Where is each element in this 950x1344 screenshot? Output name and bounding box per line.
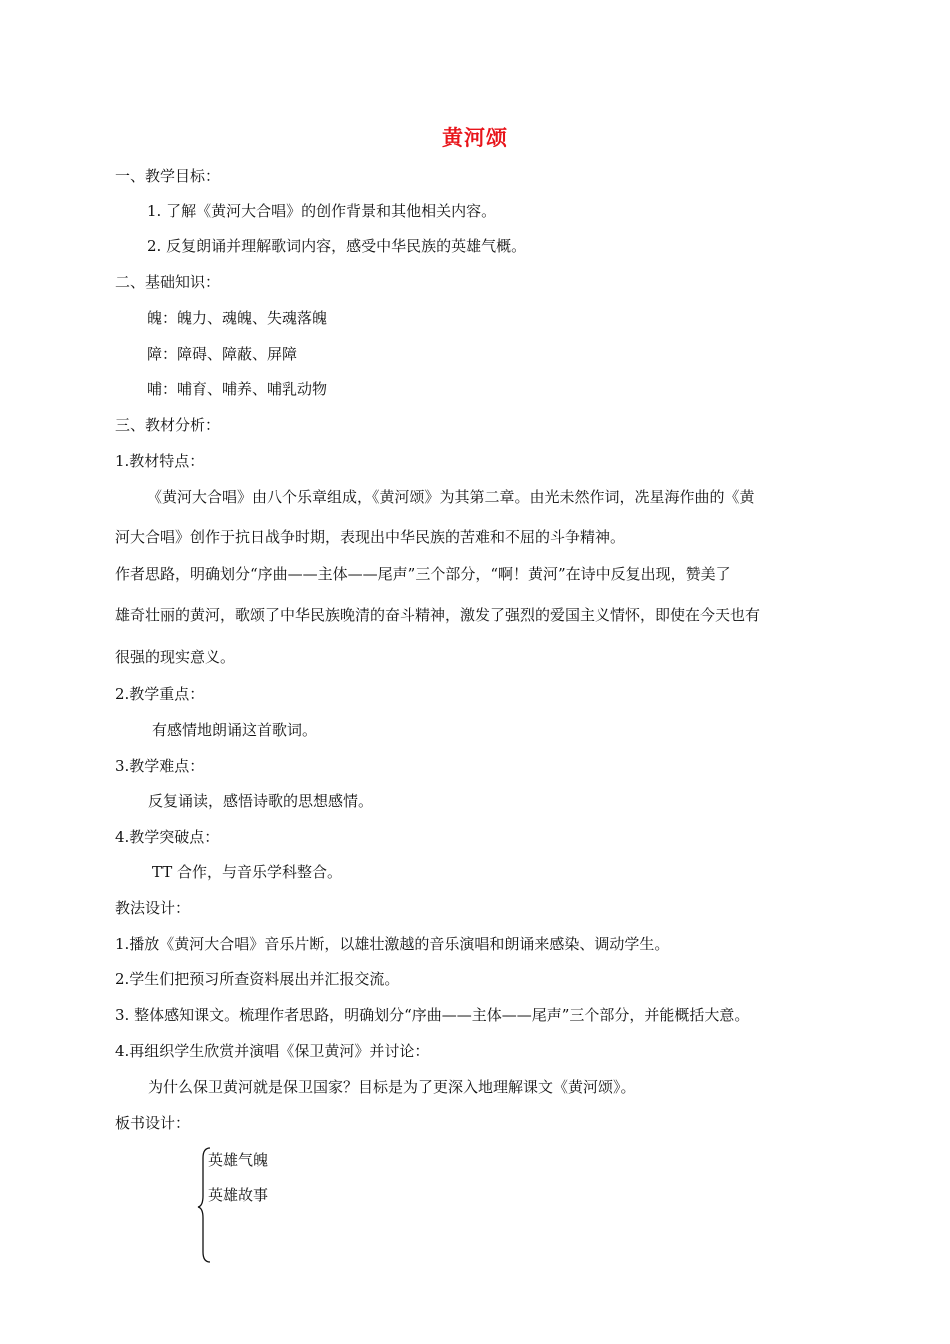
features-paragraph-1-line-2: 河大合唱》创作于抗日战争时期，表现出中华民族的苦难和不屈的斗争精神。	[115, 528, 626, 546]
section-heading-method: 教法设计：	[115, 899, 191, 917]
subheading-difficulty: 3.教学难点：	[115, 757, 205, 775]
subheading-breakthrough: 4.教学突破点：	[115, 828, 220, 846]
method-item-3: 3. 整体感知课文。梳理作者思路，明确划分“序曲——主体——尾声”三个部分，并能概括大意。	[115, 1006, 750, 1024]
section-heading-objectives: 一、教学目标：	[115, 167, 221, 185]
section-heading-basics: 二、基础知识：	[115, 273, 221, 291]
key-point-text: 有感情地朗诵这首歌词。	[152, 721, 318, 739]
method-item-2: 2.学生们把预习所查资料展出并汇报交流。	[115, 970, 400, 988]
section-heading-board: 板书设计：	[115, 1114, 191, 1132]
basic-item-2: 障：障碍、障蔽、屏障	[147, 345, 298, 363]
difficulty-text: 反复诵读，感悟诗歌的思想感情。	[148, 792, 374, 810]
features-paragraph-2-line-3: 很强的现实意义。	[115, 648, 236, 666]
method-item-4: 4.再组织学生欣赏并演唱《保卫黄河》并讨论：	[115, 1042, 430, 1060]
method-item-1: 1.播放《黄河大合唱》音乐片断，以雄壮激越的音乐演唱和朗诵来感染、调动学生。	[115, 935, 670, 953]
basic-item-3: 哺：哺育、哺养、哺乳动物	[147, 380, 328, 398]
section-heading-analysis: 三、教材分析：	[115, 416, 221, 434]
features-paragraph-1-line-1: 《黄河大合唱》由八个乐章组成，《黄河颂》为其第二章。由光未然作词，冼星海作曲的《黄	[147, 488, 755, 506]
features-paragraph-2-line-1: 作者思路，明确划分“序曲——主体——尾声”三个部分，“啊！黄河”在诗中反复出现，赞美了	[115, 565, 731, 583]
board-item-1: 英雄气魄	[208, 1151, 269, 1169]
subheading-key-point: 2.教学重点：	[115, 685, 205, 703]
board-item-2: 英雄故事	[208, 1186, 269, 1204]
method-item-4-detail: 为什么保卫黄河就是保卫国家？目标是为了更深入地理解课文《黄河颂》。	[148, 1078, 636, 1096]
features-paragraph-2-line-2: 雄奇壮丽的黄河，歌颂了中华民族晚清的奋斗精神，激发了强烈的爱国主义情怀，即使在今天也有	[115, 606, 761, 624]
page-title: 黄河颂	[442, 126, 508, 150]
objective-item-1: 1. 了解《黄河大合唱》的创作背景和其他相关内容。	[147, 202, 497, 220]
basic-item-1: 魄：魄力、魂魄、失魂落魄	[147, 309, 328, 327]
breakthrough-text: TT 合作，与音乐学科整合。	[152, 863, 343, 881]
objective-item-2: 2. 反复朗诵并理解歌词内容，感受中华民族的英雄气概。	[147, 237, 527, 255]
subheading-features: 1.教材特点：	[115, 452, 205, 470]
